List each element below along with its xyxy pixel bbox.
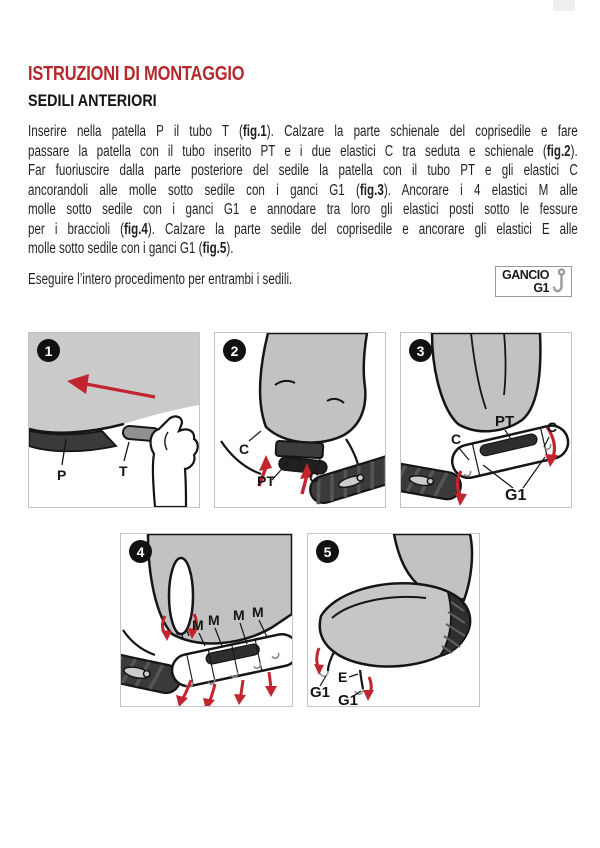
intro-line: passare la patella con il tubo inserito PT e i due elastici C tra seduta e schienale (fig.2). bbox=[28, 142, 578, 160]
note-text: Eseguire l’intero procedimento per entrambi i sedili. bbox=[28, 271, 293, 288]
figure-panel-4 bbox=[120, 533, 293, 707]
label-g1: G1 bbox=[505, 487, 527, 504]
page-title: ISTRUZIONI DI MONTAGGIO bbox=[28, 63, 245, 85]
figure-5-number: 5 bbox=[316, 540, 339, 563]
figure-panel-1 bbox=[28, 332, 200, 508]
seat-back-shape bbox=[432, 333, 540, 431]
label-pt: PT bbox=[257, 473, 275, 489]
leader-line-c bbox=[249, 431, 261, 441]
label-c-left: C bbox=[451, 431, 462, 447]
figure-panel-5 bbox=[307, 533, 480, 707]
intro-line: Inserire nella patella P il tubo T (fig.1). Calzare la parte schienale del coprisedile e fare bbox=[28, 123, 578, 140]
label-g1-bottom: G1 bbox=[338, 692, 359, 706]
label-m2: M bbox=[208, 612, 220, 628]
flap-p-shape bbox=[29, 431, 116, 451]
label-c-right: C bbox=[547, 419, 558, 435]
label-c-right: C bbox=[309, 469, 320, 485]
hook-legend-line2: G1 bbox=[533, 280, 549, 295]
intro-line: molle sotto sedile con i ganci G1 (fig.5). bbox=[28, 240, 234, 257]
leader-line-e bbox=[349, 674, 358, 677]
figure-3-number: 3 bbox=[409, 339, 432, 362]
intro-line: Far fuoriuscire dalla parte posteriore del sedile la patella con il tubo PT e gli elastici C bbox=[28, 162, 578, 179]
hand-shape bbox=[151, 416, 198, 507]
figure-4-number: 4 bbox=[129, 540, 152, 563]
intro-paragraph bbox=[28, 122, 578, 259]
figure-2-number: 2 bbox=[223, 339, 246, 362]
label-m3: M bbox=[233, 607, 245, 623]
hook-legend-line1: GANCIO bbox=[502, 267, 549, 282]
intro-line: per i braccioli (fig.4). Calzare la parte sedile del coprisedile e ancorare gli elastici E alle bbox=[28, 220, 578, 238]
red-arrowhead-icon bbox=[455, 493, 467, 506]
page-scan-artifact bbox=[553, 0, 575, 11]
label-pt: PT bbox=[495, 413, 515, 430]
label-m4: M bbox=[252, 604, 264, 620]
red-arrowhead-icon bbox=[259, 455, 272, 471]
hook-legend-box bbox=[495, 266, 572, 297]
seat-back-shape bbox=[260, 333, 367, 443]
red-arrowhead-icon bbox=[203, 698, 215, 706]
red-arrowhead-icon bbox=[314, 664, 324, 675]
label-c-left: C bbox=[239, 441, 250, 457]
hook-icon bbox=[552, 268, 568, 295]
armrest-slot-shape bbox=[169, 558, 193, 634]
label-t: T bbox=[119, 463, 128, 479]
figure-panel-3 bbox=[400, 332, 572, 508]
label-e: E bbox=[338, 669, 348, 685]
flap-pt-shape bbox=[276, 441, 324, 458]
intro-line: ancorandoli alle molle sotto sedile con i ganci G1 (fig.3). Ancorare i 4 elastici M alle bbox=[28, 181, 578, 199]
label-g1-left: G1 bbox=[310, 684, 331, 701]
red-arrowhead-icon bbox=[161, 630, 172, 641]
red-arrowhead-icon bbox=[265, 686, 277, 697]
figure-panel-2 bbox=[214, 332, 386, 508]
figure-1-number: 1 bbox=[37, 339, 60, 362]
elastic-strap bbox=[360, 670, 363, 689]
red-arrowhead-icon bbox=[234, 694, 246, 705]
seat-gap-line bbox=[123, 630, 155, 655]
intro-line: molle sotto sedile con i ganci G1 e annodare tra loro gli elastici posti sotto le fessure bbox=[28, 201, 578, 218]
label-p: P bbox=[57, 467, 67, 483]
hook-legend-text bbox=[499, 269, 552, 295]
leader-line-t bbox=[124, 442, 129, 461]
hook-icon bbox=[320, 671, 328, 676]
red-arrowhead-icon bbox=[176, 695, 188, 706]
section-title: SEDILI ANTERIORI bbox=[28, 92, 157, 110]
label-m1: M bbox=[192, 617, 204, 633]
red-arrowhead-icon bbox=[363, 690, 374, 701]
elastic-strap bbox=[328, 652, 334, 671]
